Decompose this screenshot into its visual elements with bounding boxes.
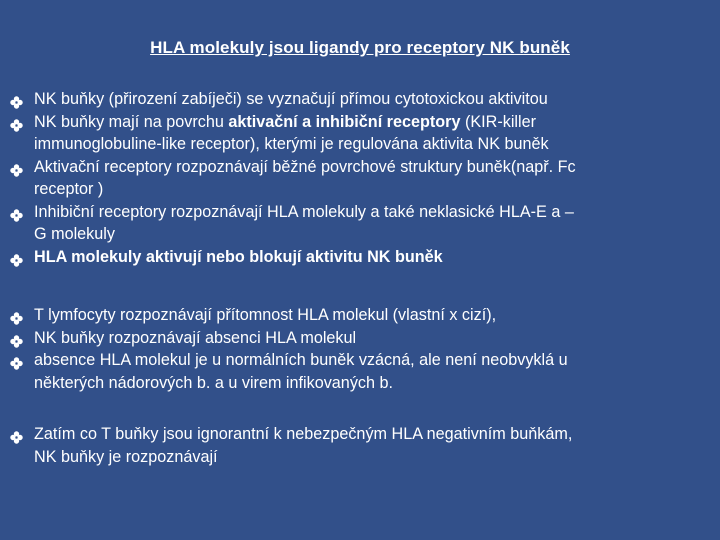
bullet-text: (KIR-killer — [460, 112, 537, 131]
bullet-text: receptor ) — [34, 180, 104, 198]
bullet-text: G molekuly — [34, 225, 115, 243]
bullet-line — [34, 178, 716, 201]
bullet-item — [10, 423, 716, 468]
bullet-text-bold: aktivační a inhibiční receptory — [228, 112, 461, 131]
bullet-item — [10, 349, 716, 394]
bullet-item — [10, 304, 716, 327]
diamond-clover-icon — [10, 161, 23, 174]
bullet-line — [34, 111, 716, 134]
bullet-line — [34, 246, 716, 269]
bullet-text: Aktivační receptory rozpoznávají běžné povrchové struktury buněk(např. Fc — [34, 157, 576, 176]
bullet-line — [34, 88, 716, 111]
bullet-text: T lymfocyty rozpoznávají přítomnost HLA molekul (vlastní x cizí), — [34, 306, 497, 324]
diamond-clover-icon — [10, 206, 23, 219]
diamond-clover-icon — [10, 332, 23, 345]
bullet-text: některých nádorových b. a u virem infikovaných b. — [34, 373, 394, 392]
diamond-clover-icon — [10, 116, 23, 129]
diamond-clover-icon — [10, 309, 23, 322]
bullet-line — [34, 349, 716, 372]
diamond-clover-icon — [10, 428, 23, 441]
bullet-text: immunoglobuline-like receptor), kterými je regulována aktivita NK buněk — [34, 135, 549, 153]
bullet-line — [34, 223, 716, 246]
bullet-text: NK buňky mají na povrchu — [34, 112, 229, 131]
bullet-item — [10, 156, 716, 201]
bullet-line — [34, 372, 716, 395]
bullet-line — [34, 133, 716, 156]
bullet-line — [34, 156, 716, 179]
group-spacer — [10, 268, 716, 304]
bullet-line — [34, 446, 716, 469]
slide-title: HLA molekuly jsou ligandy pro receptory NK buněk — [150, 38, 570, 57]
bullet-line — [34, 201, 716, 224]
bullet-item — [10, 201, 716, 246]
bullet-text: NK buňky je rozpoznávají — [34, 447, 218, 466]
diamond-clover-icon — [10, 93, 23, 106]
bullet-text: absence HLA molekul je u normálních buněk vzácná, ale není neobvyklá u — [34, 351, 568, 369]
bullet-text: NK buňky rozpoznávají absenci HLA molekul — [34, 328, 357, 347]
bullet-text-bold: HLA molekuly aktivují nebo blokují aktivitu NK buněk — [34, 247, 443, 266]
diamond-clover-icon — [10, 251, 23, 264]
bullet-line — [34, 423, 716, 446]
group-spacer — [10, 394, 716, 423]
bullet-item — [10, 327, 716, 350]
bullet-text: Zatím co T buňky jsou ignorantní k nebezpečným HLA negativním buňkám, — [34, 425, 573, 443]
diamond-clover-icon — [10, 354, 23, 367]
bullet-text: NK buňky (přirození zabíječi) se vyznačují přímou cytotoxickou aktivitou — [34, 90, 548, 108]
bullet-text: Inhibiční receptory rozpoznávají HLA molekuly a také neklasické HLA-E a – — [34, 202, 574, 221]
bullet-item — [10, 88, 716, 111]
bullet-line — [34, 327, 716, 350]
bullet-line — [34, 304, 716, 327]
bullet-item — [10, 246, 716, 269]
bullet-item — [10, 111, 716, 156]
bullet-list — [10, 88, 716, 468]
